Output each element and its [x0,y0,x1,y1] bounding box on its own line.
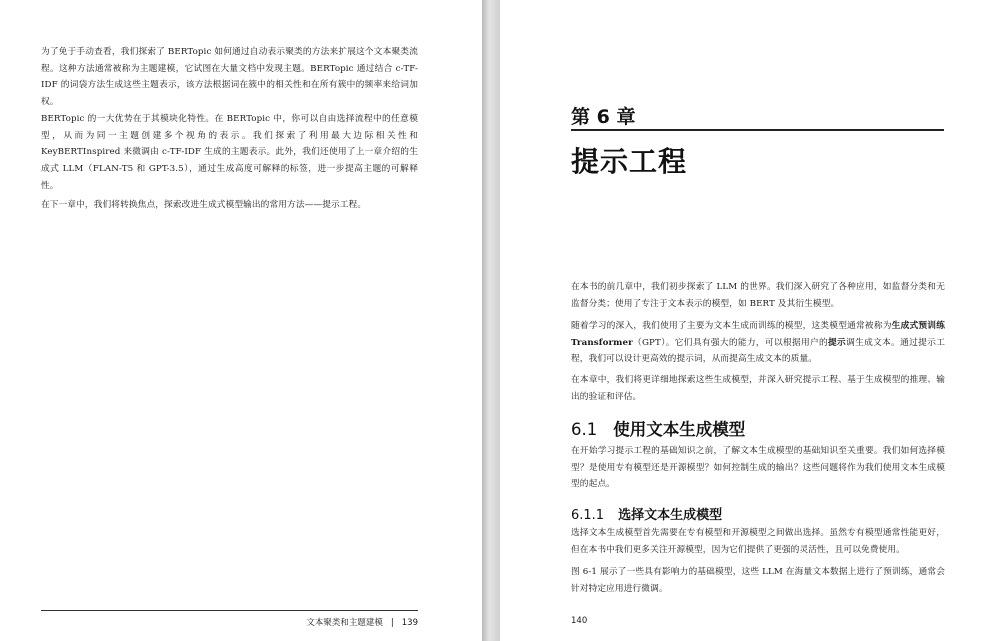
paragraph: 在本章中，我们将更详细地探索这些生成模型，并深入研究提示工程、基于生成模型的推理、输出的验证和评估。 [571,375,945,402]
text-run: 调生成文本。通过提示工程，我们可以设计更高效的提示词，从而提高生成文本的质量。 [571,337,945,365]
chapter-label: 第 6 章 [571,106,636,128]
paragraph: 在下一章中，我们将转换焦点，探索改进生成式模型输出的常用方法——提示工程。 [41,200,367,210]
subsection-heading [571,504,722,523]
paragraph: BERTopic 的一大优势在于其模块化特性。在 BERTopic 中，你可以自由选择流程中的任意模型，从而为同一主题创建多个视角的表示。我们探索了利用最大边际相关性和 KeyBERTInspired 来微调由 c-TF-IDF 生成的主题表示。此外，我们还使用了上一章介绍的生成式 LLM（FLAN-T5 和 GPT-3.5），通过生成高度可解释的标签，进一步提高主题的可解释性。 [41,114,418,191]
text-run: 随着学习的深入，我们使用了主要为文本生成而训练的模型，这类模型通常被称为 [571,321,892,331]
footer-divider [41,610,418,611]
paragraph: 为了免于手动查看，我们探索了 BERTopic 如何通过自动表示聚类的方法来扩展这个文本聚类流程。这种方法通常被称为主题建模，它试图在大量文档中发现主题。BERTopic 通过结合 c-TF-IDF 的词袋方法生成这些主题表示，该方法根据词在簇中的相关性和在所有簇中的频率来给词加权。 [41,47,418,108]
page-139 [0,0,482,641]
paragraph: 在开始学习提示工程的基础知识之前，了解文本生成模型的基础知识至关重要。我们如何选择模型？是使用专有模型还是开源模型？如何控制生成的输出？这些问题将作为我们使用文本生成模型的起点。 [571,446,945,490]
running-chapter-title: 文本聚类和主题建模 [306,618,383,628]
bold-term: 提示 [828,337,847,348]
paragraph: 图 6-1 展示了一些具有影响力的基础模型，这些 LLM 在海量文本数据上进行了预训练，通常会针对特定应用进行微调。 [571,567,945,594]
page-number: 140 [571,616,588,626]
page-140 [500,0,992,641]
page-number: 139 [401,618,418,628]
page-gutter [482,0,500,641]
footer-separator: | [390,618,394,628]
section-heading [571,416,745,440]
paragraph: 在本书的前几章中，我们初步探索了 LLM 的世界。我们深入研究了各种应用，如监督分类和无监督分类；使用了专注于文本表示的模型，如 BERT 及其衍生模型。 [571,282,945,309]
chapter-title: 提示工程 [571,145,688,178]
page-footer [306,616,418,628]
paragraph [571,318,945,368]
section-number: 6.1 [571,420,598,439]
chapter-divider [571,129,944,131]
section-title: 使用文本生成模型 [613,420,746,439]
text-run: （GPT）。它们具有强大的能力，可以根据用户的 [632,337,829,348]
paragraph: 选择文本生成模型首先需要在专有模型和开源模型之间做出选择。虽然专有模型通常性能更好，但在本书中我们更多关注开源模型，因为它们提供了更强的灵活性，且可以免费使用。 [571,528,945,555]
subsection-title: 选择文本生成模型 [618,508,723,523]
bold-term: 生成式预训练 Transformer [571,321,945,348]
subsection-number: 6.1.1 [571,508,605,523]
